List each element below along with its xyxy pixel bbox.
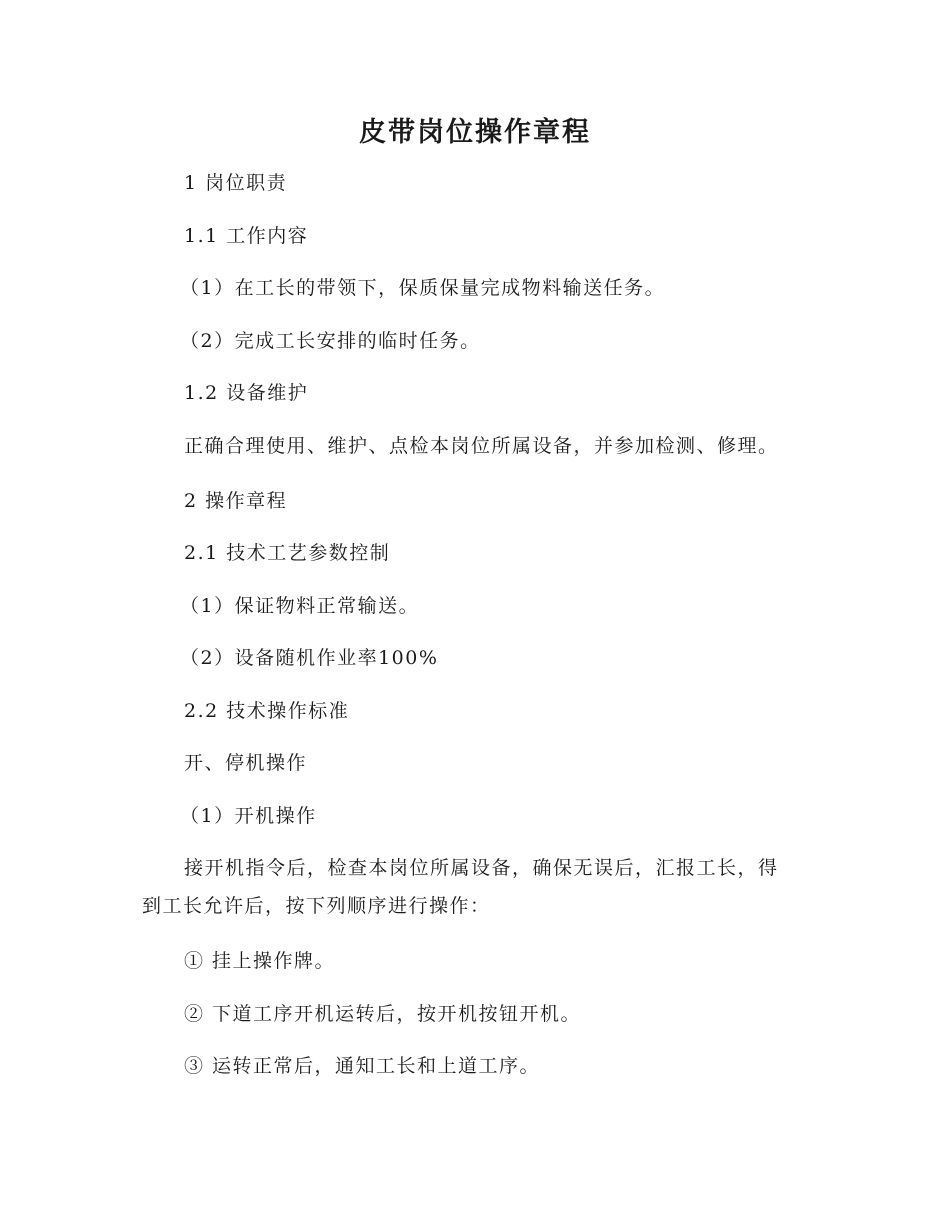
heading-1: 1 岗位职责 (184, 172, 288, 194)
step-item: ① 挂上操作牌。 (184, 950, 336, 972)
heading-2-2: 2.2 技术操作标准 (184, 699, 350, 722)
paragraph-text: 开、停机操作 (184, 752, 308, 774)
heading-2-1: 2.1 技术工艺参数控制 (184, 542, 391, 564)
step-item: ③ 运转正常后，通知工长和上道工序。 (184, 1055, 541, 1077)
paragraph-item: （1）保证物料正常输送。 (180, 594, 420, 617)
heading-2: 2 操作章程 (184, 489, 288, 512)
step-item: ② 下道工序开机运转后，按开机按钮开机。 (184, 1002, 582, 1025)
paragraph-item: （2）设备随机作业率100% (180, 647, 439, 669)
paragraph-item: （2）完成工长安排的临时任务。 (180, 329, 481, 352)
paragraph-item: （1）开机操作 (180, 804, 317, 827)
document-body (142, 160, 798, 1096)
paragraph-text: 接开机指令后，检查本岗位所属设备，确保无误后，汇报工长，得到工长允许后，按下列顺序进行操作： (142, 857, 779, 917)
heading-1-2: 1.2 设备维护 (184, 382, 309, 404)
heading-1-1: 1.1 工作内容 (184, 224, 309, 247)
paragraph-text: 正确合理使用、维护、点检本岗位所属设备，并参加检测、修理。 (184, 434, 779, 457)
paragraph-item: （1）在工长的带领下，保质保量完成物料输送任务。 (180, 277, 666, 299)
document-title: 皮带岗位操作章程 (359, 117, 591, 148)
